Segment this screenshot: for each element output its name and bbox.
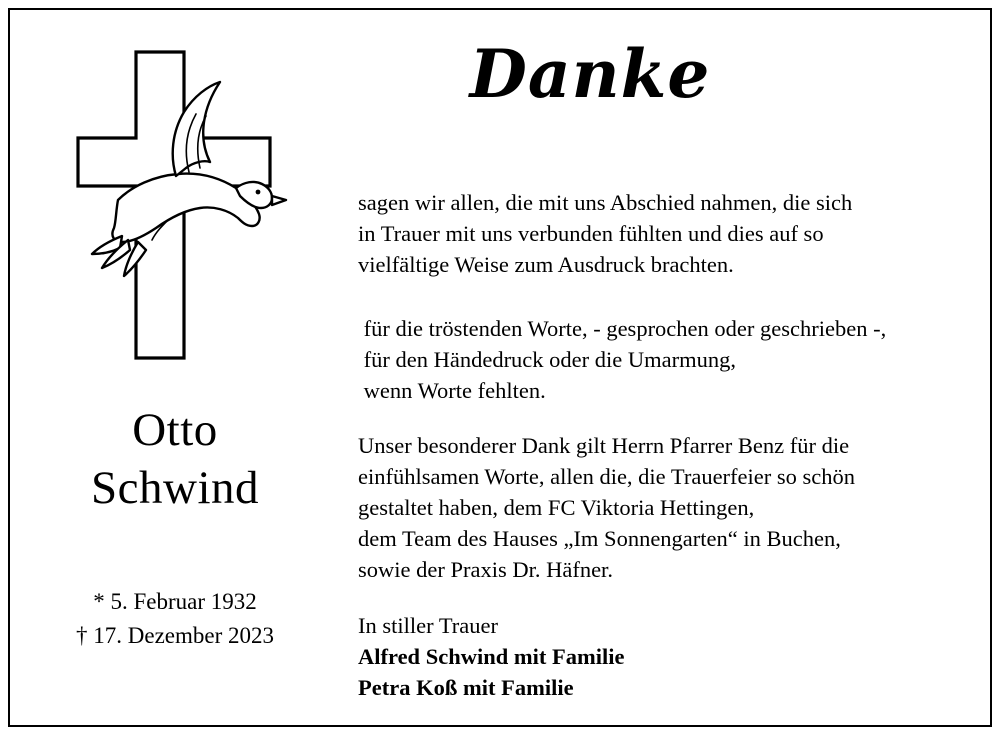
paragraph-line: für die tröstenden Worte, - gesprochen oder geschrieben -, — [358, 316, 887, 341]
paragraph-line: gestaltet haben, dem FC Viktoria Hettingen, — [358, 495, 755, 520]
page-title: Danke — [469, 35, 711, 113]
life-dates — [10, 585, 340, 653]
paragraph-line: für den Händedruck oder die Umarmung, — [358, 347, 736, 372]
mourning-intro: In stiller Trauer — [358, 613, 498, 638]
paragraph-line: in Trauer mit uns verbunden fühlten und dies auf so — [358, 221, 824, 246]
paragraph-comforting-words — [358, 313, 978, 406]
paragraph-line: wenn Worte fehlten. — [358, 378, 546, 403]
signature-block — [358, 610, 978, 703]
deceased-last-name: Schwind — [91, 462, 259, 514]
paragraph-line: sagen wir allen, die mit uns Abschied nahmen, die sich — [358, 190, 853, 215]
birth-date: * 5. Februar 1932 — [93, 589, 257, 614]
signatory: Alfred Schwind mit Familie — [358, 644, 625, 669]
cross-with-dove-illustration — [58, 40, 298, 370]
death-date: † 17. Dezember 2023 — [76, 623, 274, 648]
deceased-first-name: Otto — [132, 404, 218, 456]
left-column — [10, 10, 340, 725]
deceased-name — [10, 402, 340, 518]
paragraph-special-thanks — [358, 430, 978, 585]
paragraph-thanks-intro — [358, 187, 978, 280]
paragraph-line: einfühlsamen Worte, allen die, die Trauerfeier so schön — [358, 464, 856, 489]
paragraph-line: dem Team des Hauses „Im Sonnengarten“ in Buchen, — [358, 526, 841, 551]
paragraph-line: Unser besonderer Dank gilt Herrn Pfarrer Benz für die — [358, 433, 850, 458]
card-inner — [10, 10, 990, 725]
paragraph-line: vielfältige Weise zum Ausdruck brachten. — [358, 252, 734, 277]
signatory: Petra Koß mit Familie — [358, 675, 574, 700]
right-column — [340, 10, 994, 725]
paragraph-line: sowie der Praxis Dr. Häfner. — [358, 557, 613, 582]
memorial-card — [8, 8, 992, 727]
